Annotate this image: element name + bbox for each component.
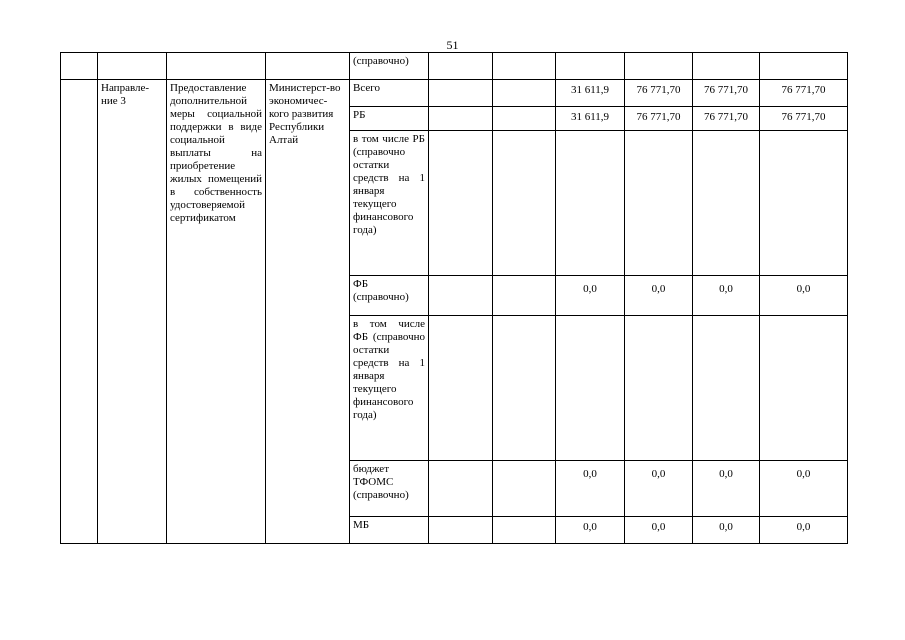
funding-source-label: РБ	[350, 107, 429, 131]
value-cell: 31 611,9	[556, 107, 625, 131]
value-cell	[493, 316, 556, 461]
table-cell	[556, 53, 625, 80]
value-cell: 0,0	[556, 517, 625, 544]
value-cell: 0,0	[625, 461, 693, 517]
value-cell: 76 771,70	[625, 107, 693, 131]
table-cell	[266, 53, 350, 80]
table-cell	[693, 53, 760, 80]
value-cell	[493, 517, 556, 544]
value-cell: 76 771,70	[693, 107, 760, 131]
row-number-cell	[61, 80, 98, 544]
value-cell: 0,0	[760, 461, 848, 517]
table-cell	[61, 53, 98, 80]
table-cell	[625, 53, 693, 80]
table-row	[61, 80, 848, 107]
value-cell	[693, 131, 760, 276]
description-cell: Предоставление дополнительной меры социальной поддержки в виде социальной выплаты на приобретение жилых помещений в собственность удостоверяемой сертификатом	[167, 80, 266, 544]
funding-source-label: ФБ (справочно)	[350, 276, 429, 316]
value-cell	[693, 316, 760, 461]
executor-cell: Министерст-во экономичес-кого развития Республики Алтай	[266, 80, 350, 544]
value-cell	[493, 80, 556, 107]
budget-table	[60, 52, 848, 544]
page-number: 51	[446, 38, 459, 52]
value-cell	[760, 316, 848, 461]
direction-cell: Направле-ние 3	[98, 80, 167, 544]
funding-source-label: Всего	[350, 80, 429, 107]
funding-source-label: МБ	[350, 517, 429, 544]
value-cell: 0,0	[693, 461, 760, 517]
value-cell	[493, 131, 556, 276]
value-cell: 0,0	[693, 517, 760, 544]
value-cell: 76 771,70	[693, 80, 760, 107]
value-cell	[493, 276, 556, 316]
value-cell	[429, 80, 493, 107]
value-cell	[429, 517, 493, 544]
value-cell	[429, 107, 493, 131]
table-cell	[760, 53, 848, 80]
value-cell: 0,0	[625, 517, 693, 544]
value-cell: 76 771,70	[625, 80, 693, 107]
value-cell	[429, 131, 493, 276]
table-cell	[493, 53, 556, 80]
value-cell	[429, 316, 493, 461]
funding-source-label: в том числе РБ (справочно остатки средств на 1 января текущего финансового года)	[350, 131, 429, 276]
funding-source-label: (справочно)	[350, 53, 429, 80]
table-cell	[167, 53, 266, 80]
value-cell	[625, 131, 693, 276]
value-cell: 0,0	[693, 276, 760, 316]
value-cell: 0,0	[760, 517, 848, 544]
value-cell	[760, 131, 848, 276]
table-cell	[98, 53, 167, 80]
value-cell: 0,0	[760, 276, 848, 316]
value-cell	[625, 316, 693, 461]
table-row-continuation	[61, 53, 848, 80]
value-cell	[429, 461, 493, 517]
value-cell	[556, 316, 625, 461]
value-cell: 31 611,9	[556, 80, 625, 107]
value-cell	[493, 107, 556, 131]
funding-source-label: в том числе ФБ (справочно остатки средств на 1 января текущего финансового года)	[350, 316, 429, 461]
value-cell: 0,0	[556, 276, 625, 316]
value-cell: 76 771,70	[760, 107, 848, 131]
value-cell: 0,0	[556, 461, 625, 517]
value-cell	[429, 276, 493, 316]
funding-source-label: бюджет ТФОМС (справочно)	[350, 461, 429, 517]
value-cell	[556, 131, 625, 276]
table-cell	[429, 53, 493, 80]
value-cell: 76 771,70	[760, 80, 848, 107]
value-cell	[493, 461, 556, 517]
value-cell: 0,0	[625, 276, 693, 316]
